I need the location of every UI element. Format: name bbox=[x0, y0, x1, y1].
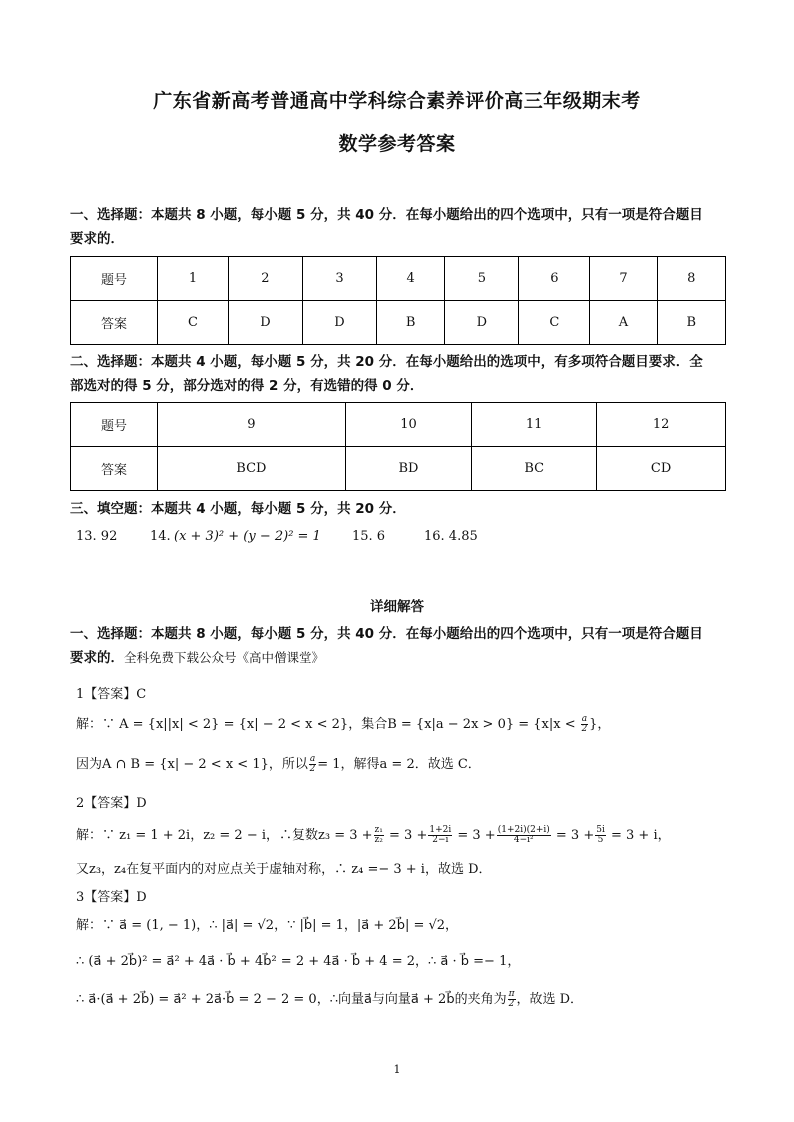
answer-cell: BC bbox=[472, 447, 597, 491]
question-number: 4 bbox=[377, 257, 445, 301]
question-number: 3 bbox=[302, 257, 376, 301]
q1-answer-label: 1【答案】C bbox=[76, 687, 147, 702]
table-row bbox=[71, 257, 726, 301]
answer-cell: B bbox=[657, 301, 725, 345]
answer-cell: D bbox=[445, 301, 519, 345]
fill-answer-14: (x + 3)² + (y − 2)² = 1 bbox=[174, 529, 321, 544]
answer-cell: C bbox=[519, 301, 590, 345]
answer-cell: D bbox=[302, 301, 376, 345]
detail-intro: 一、选择题：本题共 8 小题，每小题 5 分，共 40 分．在每小题给出的四个选项中，只有一项是符合题目 要求的．全科免费下载公众号《高中僧课堂》 bbox=[70, 626, 703, 666]
q2-solution-line1: 解：∵ z₁ = 1 + 2i，z₂ = 2 − i，∴复数z₃ = 3 + $\frac{\text{z₁}}{\text{z₂}}$ = 3 + $\frac{1+2i}{2-i}$ = 3 + $\frac{(1+2i)(2+i)}{\text{4−i²}}$ = 3 + $\frac{5i}{5}$ = 3 + i， bbox=[76, 825, 671, 845]
row-label-answer: 答案 bbox=[71, 447, 158, 491]
page-title: 广东省新高考普通高中学科综合素养评价高三年级期末考 bbox=[153, 90, 641, 112]
part2-answer-table bbox=[70, 402, 726, 491]
table-row bbox=[71, 447, 726, 491]
q2-answer-label: 2【答案】D bbox=[76, 796, 147, 811]
q3-answer-label: 3【答案】D bbox=[76, 890, 147, 905]
page-subtitle: 数学参考答案 bbox=[338, 133, 456, 155]
question-number: 9 bbox=[158, 403, 346, 447]
fill-answer-15: 15. 6 bbox=[352, 529, 386, 544]
answer-cell: D bbox=[228, 301, 302, 345]
question-number: 8 bbox=[657, 257, 725, 301]
table-row bbox=[71, 403, 726, 447]
question-number: 2 bbox=[228, 257, 302, 301]
q3-solution-line1: 解：∵ a⃗ = (1, − 1)，∴ |a⃗| = √2，∵ |b⃗| = 1，|a⃗ + 2b⃗| = √2， bbox=[76, 918, 459, 933]
detail-heading: 详细解答 bbox=[370, 599, 424, 615]
question-number: 10 bbox=[345, 403, 471, 447]
fill-answer-13: 13. 92 bbox=[76, 529, 118, 544]
part1-heading: 一、选择题：本题共 8 小题，每小题 5 分，共 40 分．在每小题给出的四个选项中，只有一项是符合题目 要求的． bbox=[70, 207, 703, 247]
fill-answer-16: 16. 4.85 bbox=[424, 529, 478, 544]
question-number: 12 bbox=[597, 403, 726, 447]
answer-cell: CD bbox=[597, 447, 726, 491]
answer-cell: BD bbox=[345, 447, 471, 491]
answer-cell: B bbox=[377, 301, 445, 345]
row-label-answer: 答案 bbox=[71, 301, 158, 345]
question-number: 11 bbox=[472, 403, 597, 447]
q2-solution-line2: 又z₃，z₄在复平面内的对应点关于虚轴对称，∴ z₄ =− 3 + i，故选 D． bbox=[76, 862, 492, 877]
fill-answer-14-label: 14. bbox=[150, 529, 171, 544]
part2-heading: 二、选择题：本题共 4 小题，每小题 5 分，共 20 分．在每小题给出的选项中，有多项符合题目要求．全 部选对的得 5 分，部分选对的得 2 分，有选错的得 0 分． bbox=[70, 354, 703, 394]
part1-answer-table bbox=[70, 256, 726, 345]
q3-solution-line2: ∴ (a⃗ + 2b⃗)² = a⃗² + 4a⃗ · b⃗ + 4b⃗² = 2 + 4a⃗ · b⃗ + 4 = 2，∴ a⃗ · b⃗ =− 1， bbox=[76, 954, 521, 969]
question-number: 6 bbox=[519, 257, 590, 301]
row-label-question: 题号 bbox=[71, 403, 158, 447]
q1-solution-line2: 因为A ∩ B = {x| − 2 < x < 1}，所以 $\frac{a}{2}$ = 1，解得a = 2．故选 C． bbox=[76, 754, 481, 774]
page-number: 1 bbox=[393, 1063, 401, 1076]
question-number: 5 bbox=[445, 257, 519, 301]
q3-solution-line3: ∴ a⃗·(a⃗ + 2b⃗) = a⃗² + 2a⃗·b⃗ = 2 − 2 = 0，∴向量a⃗与向量a⃗ + 2b⃗的夹角为 $\frac{\pi}{2}$ ，故选 D． bbox=[76, 989, 584, 1009]
question-number: 7 bbox=[590, 257, 657, 301]
answer-cell: A bbox=[590, 301, 657, 345]
part3-heading: 三、填空题：本题共 4 小题，每小题 5 分，共 20 分． bbox=[70, 501, 406, 517]
promo-text: 全科免费下载公众号《高中僧课堂》 bbox=[124, 650, 325, 665]
answer-cell: C bbox=[158, 301, 229, 345]
question-number: 1 bbox=[158, 257, 229, 301]
q1-solution-line1: 解：∵ A = {x||x| < 2} = {x| − 2 < x < 2}，集合B = {x|a − 2x > 0} = {x|x < $\frac{a}{2}$ }， bbox=[76, 714, 611, 734]
table-row bbox=[71, 301, 726, 345]
row-label-question: 题号 bbox=[71, 257, 158, 301]
answer-cell: BCD bbox=[158, 447, 346, 491]
